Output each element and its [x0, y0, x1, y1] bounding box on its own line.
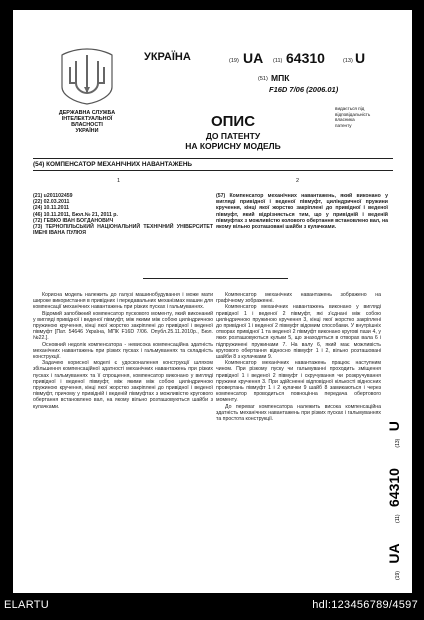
office-name: [33, 110, 141, 134]
code-13: (13): [343, 58, 353, 64]
column-number-1: 1: [117, 178, 121, 184]
country-name: УКРАЇНА: [144, 51, 191, 63]
kind-code: U: [355, 50, 366, 66]
description-paragraph: Компенсатор механічних навантажень виконано у вигляді привідної 1 і веденої 2 півмуфт, які з'єднані між собою циліндричною пружиною кручення 3, кінці якої жорстко закріплені до привідної 1 і веденої 2 півмуфт відомим способами. У внутрішніх отворах привідної 1 та веденої 2 півмуфт виконано кругові пази 4, у яких розташовуються кульки 5, що знаходяться в отворах вала 6 і підпружинені пружинами 7. На валу 6, який має можливість кругового обертання відносно півмуфт 1 і 2, вільно розташовані шайби 8 з кулачками 9.: [216, 304, 381, 361]
country-code: UA: [243, 50, 264, 66]
description-left-column: [33, 292, 213, 410]
column-number-2: 2: [296, 178, 300, 184]
description-paragraph: Основний недолік компенсатора - невисока компенсаційна здатність механічних навантажень при різких пусках і гальмуваннях та складність конструкції.: [33, 341, 213, 361]
side-patent-number: 64310: [386, 468, 402, 507]
footer-handle: hdl:123456789/4597: [312, 599, 418, 611]
footer-source: ELARTU: [4, 599, 49, 611]
issue-note-line: видається під: [335, 106, 365, 111]
invention-title: (54) КОМПЕНСАТОР МЕХАНІЧНИХ НАВАНТАЖЕНЬ: [33, 161, 193, 168]
side-code-11: (11): [395, 514, 401, 523]
document-title: ОПИС: [210, 113, 256, 130]
biblio-item: (22) 02.03.2011: [33, 199, 70, 206]
issue-note-line: патенту: [335, 122, 352, 128]
issue-note: [335, 106, 370, 128]
biblio-item: (72) ГЕВКО ІВАН БОГДАНОВИЧ: [33, 217, 114, 224]
biblio-item: (73) ТЕРНОПІЛЬСЬКИЙ НАЦІОНАЛЬНИЙ ТЕХНІЧНИЙ УНІВЕРСИТЕТ ІМЕНІ ІВАНА ПУЛЮЯ: [33, 224, 213, 237]
description-paragraph: Компенсатор механічних навантажень зображено на графічному зображенні.: [216, 292, 381, 305]
patent-page: [13, 10, 412, 593]
side-kind-code: U: [386, 421, 402, 432]
office-line: УКРАЇНИ: [75, 128, 99, 134]
code-19: (19): [229, 58, 239, 64]
document-subtitle-1: ДО ПАТЕНТУ: [205, 131, 261, 141]
description-paragraph: Компенсатор механічних навантажень працює наступним чином. При різкому пуску чи гальмуванні проходить зміщення привідної 1 і веденої 2 півмуфт і скручування чи розкручування пружини кручення 3. При здійсненні відповідної кількості відносних провертань півмуфт 1 і 2 кулачки 9 шайб 8 замикаються і через компенсатор проводиться повноцінна передача обертового моменту.: [216, 360, 381, 404]
mpk-value: F16D 7/06 (2006.01): [269, 85, 339, 94]
side-code-13: (13): [395, 438, 401, 448]
divider: [33, 170, 393, 171]
abstract: (57) Компенсатор механічних навантажень, який виконано у вигляді привідної і веденої півмуфт, циліндричної пружини кручення, кінці якої жорстко закріплені до привідної і веденої півмуфт, який відрізняється тим, що у привідній і веденій півмуфтах з можливістю колового обертання встановлено вал, на якому вільно розташовані шайби з кулачками.: [216, 193, 388, 231]
code-11: (11): [273, 58, 283, 64]
office-line: ДЕРЖАВНА СЛУЖБА: [58, 110, 116, 116]
divider: [33, 158, 393, 159]
code-51: (51): [258, 76, 268, 82]
office-line: ІНТЕЛЕКТУАЛЬНОЇ: [61, 116, 113, 122]
issue-note-line: власника: [335, 117, 355, 123]
office-line: ВЛАСНОСТІ: [71, 122, 103, 128]
biblio-item: (46) 10.11.2011, Бюл.№ 21, 2011 р.: [33, 211, 118, 218]
side-code-19: (19): [395, 571, 401, 580]
description-paragraph: Відомий запобіжний компенсатор пускового моменту, який виконаний у вигляді привідної і веденої півмуфт, між якими між собою циліндричною пружиною кручення, кінці якої жорстко закріплені до привідної і веденої півмуфт [Пат. 54646 Україна, МПК F16D 7/06. Опубл.25.11.2010р., Бюл.№22.].: [33, 310, 213, 342]
bibliographic-data: [33, 193, 213, 236]
side-country-code: UA: [386, 543, 402, 564]
patent-number: 64310: [286, 50, 325, 66]
ukraine-trident-emblem-icon: [46, 47, 128, 105]
document-subtitle-2: НА КОРИСНУ МОДЕЛЬ: [185, 141, 281, 151]
description-right-column: [216, 292, 381, 422]
description-paragraph: До переваг компенсатора належить висока компенсаційна здатність механічних навантажень при різких пусках і гальмуваннях та простота конструкції.: [216, 403, 381, 423]
side-patent-identifier: [386, 421, 404, 580]
description-paragraph: Задачею корисної моделі є удосконалення конструкції шляхом збільшення компенсаційної здатності механічних навантажень при різких пусках і гальмуваннях та її спрощення, компенсатор виконано у вигляді привідної і веденої півмуфт, між якими між собою циліндричною пружиною кручення, кінці якої жорстко закріплені до привідної і веденої півмуфт, причому у привідній і веденій півмуфтах з можливістю кругового обертання встановлено вал, на якому вільно розташовуються шайби з кулачками.: [33, 360, 213, 410]
biblio-item: (24) 10.11.2011: [33, 205, 70, 212]
divider: [143, 278, 288, 279]
biblio-item: (21) u201102459: [33, 193, 73, 199]
mpk-label: МПК: [271, 73, 290, 83]
description-paragraph: Корисна модель належить до галузі машинобудування і може мати широке використання в привідних і передавальних механізмах машин для компенсації механічних навантажень при різких пусках і гальмуваннях.: [33, 292, 213, 311]
issue-note-line: відповідальність: [335, 111, 371, 117]
